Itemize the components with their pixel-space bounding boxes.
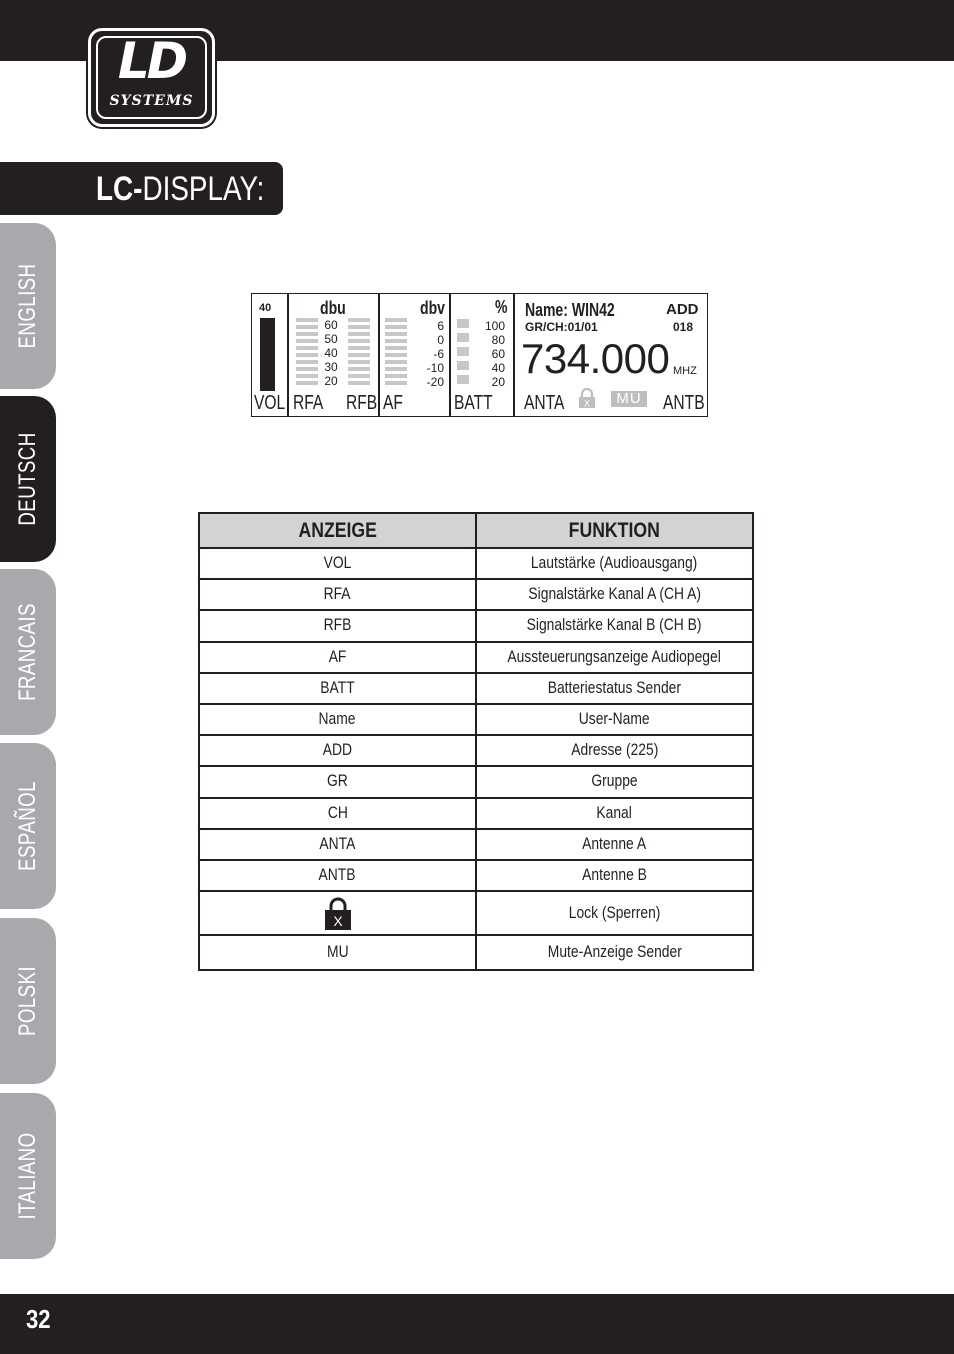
tab-polski-label: POLSKI [14,966,41,1036]
percent-label: % [495,297,508,317]
rfb-meter-segment [348,374,370,378]
table-cell-funktion [476,935,753,970]
rfb-meter-segment [348,325,370,329]
cell-text: RFA [324,585,351,604]
table-cell-anzeige [199,704,476,735]
table-row [199,766,753,797]
rfb-meter-segment [348,367,370,371]
table-row [199,642,753,673]
cell-text: AF [328,647,347,666]
af-label: AF [383,392,403,414]
cell-text: VOL [323,554,352,573]
lcd-divider [378,294,380,416]
batt-meter-segment [457,375,469,384]
table-cell-anzeige [199,829,476,860]
section-banner [0,162,283,215]
af-meter-segment [385,318,407,322]
tab-english-label: ENGLISH [14,263,41,349]
table-row [199,610,753,641]
rfa-meter-segment [296,381,318,385]
dbv-scale-tick: 0 [437,333,444,347]
dbv-scale-tick: 6 [437,319,444,333]
dbu-scale-tick: 30 [324,360,338,374]
cell-text: Gruppe [591,772,638,791]
header-anzeige-text: ANZEIGE [298,518,377,542]
af-meter-segment [385,367,407,371]
tab-espanol[interactable] [0,743,56,909]
lock-icon [323,896,353,930]
table-cell-anzeige [199,642,476,673]
rfb-meter-segment [348,353,370,357]
percent-scale-tick: 100 [484,319,505,333]
rfa-meter-segment [296,360,318,364]
lcd-divider [449,294,451,416]
rfb-meter-segment [348,339,370,343]
af-meter-segment [385,360,407,364]
rfa-meter-segment [296,339,318,343]
table-cell-funktion [476,829,753,860]
vol-meter-bar [260,318,275,391]
rfb-meter-segment [348,360,370,364]
add-label: ADD [666,301,699,318]
cell-text: Antenne B [582,865,647,884]
section-title-bold: LC- [96,170,143,208]
frequency-unit: MHZ [673,365,697,377]
table-row [199,735,753,766]
ld-systems-logo [88,28,215,127]
dbu-scale-tick: 50 [324,332,338,346]
table-cell-funktion [476,642,753,673]
table-cell-anzeige [199,610,476,641]
percent-scale-tick: 60 [491,347,505,361]
tab-deutsch-label: DEUTSCH [14,432,41,526]
batt-label: BATT [454,392,493,414]
rfa-meter-segment [296,318,318,322]
tab-espanol-label: ESPAÑOL [14,781,41,871]
rfa-label: RFA [293,392,324,414]
table-row-mu [199,935,753,970]
dbu-label: dbu [320,298,346,318]
table-row [199,829,753,860]
cell-text: Signalstärke Kanal A (CH A) [528,585,701,604]
tab-polski[interactable] [0,918,56,1084]
lock-icon [577,388,597,408]
dbv-scale-tick: -20 [426,375,444,389]
table-row [199,673,753,704]
batt-meter-segment [457,319,469,328]
header-funktion-text: FUNKTION [568,518,661,542]
table-cell-anzeige [199,798,476,829]
rfb-meter-segment [348,332,370,336]
table-cell-anzeige [199,673,476,704]
table-cell-funktion [476,548,753,579]
cell-text: GR [327,772,348,791]
tab-english[interactable] [0,223,56,389]
cell-text: Signalstärke Kanal B (CH B) [527,616,702,635]
header-funktion [476,513,753,548]
af-meter-segment [385,381,407,385]
rfb-meter-segment [348,381,370,385]
table-cell-funktion [476,610,753,641]
dbv-scale-tick: -10 [426,361,444,375]
percent-scale [481,319,505,389]
cell-text: Lock (Sperren) [568,903,661,922]
vol-level-value: 40 [259,302,272,314]
percent-scale-tick: 80 [491,333,505,347]
table-cell-anzeige [199,548,476,579]
cell-text: MU [326,943,349,962]
tab-deutsch[interactable] [0,396,56,562]
anta-label: ANTA [524,392,565,414]
table-row [199,548,753,579]
section-title [96,170,264,208]
rfa-meter-segment [296,367,318,371]
table-row [199,798,753,829]
percent-scale-tick: 40 [491,361,505,375]
dbu-scale [323,318,339,388]
name-label [525,300,615,321]
table-cell-anzeige [199,766,476,797]
name-label-text: Name: [525,300,568,320]
rfa-meter-segment [296,353,318,357]
cell-text: Name [319,710,356,729]
section-title-rest: DISPLAY: [142,170,265,208]
group-channel: GR/CH:01/01 [525,320,598,334]
display-function-table [198,512,754,971]
dbv-scale-tick: -6 [433,347,444,361]
batt-meter-segment [457,333,469,342]
cell-text: ADD [322,741,353,760]
table-row-lock [199,891,753,935]
lock-icon-letter: X [332,913,343,930]
cell-text: CH [327,803,348,822]
cell-text: User-Name [579,710,650,729]
dbv-label: dbv [420,298,445,318]
percent-scale-tick: 20 [491,375,505,389]
table-cell-funktion [476,579,753,610]
lcd-divider [287,294,289,416]
rfb-label: RFB [346,392,378,414]
vol-label: VOL [254,392,286,414]
batt-meter-segment [457,347,469,356]
rfa-meter-segment [296,346,318,350]
frequency-value: 734.000 [521,335,670,382]
af-meter-segment [385,346,407,350]
table-cell-funktion [476,798,753,829]
tab-italiano-label: ITALIANO [14,1132,41,1220]
af-meter-segment [385,339,407,343]
table-cell-funktion [476,766,753,797]
rfb-meter-segment [348,318,370,322]
table-cell-anzeige [199,935,476,970]
table-row [199,579,753,610]
rfa-meter-segment [296,325,318,329]
cell-text: BATT [320,678,355,697]
cell-text: Kanal [596,803,633,822]
name-value: WIN42 [571,300,615,320]
logo-ld-text: LD [117,32,186,90]
add-value: 018 [673,320,694,334]
af-meter-segment [385,353,407,357]
af-meter-segment [385,374,407,378]
table-row [199,860,753,891]
cell-text: Adresse (225) [570,741,659,760]
table-cell-funktion [476,704,753,735]
table-cell-anzeige [199,860,476,891]
table-cell-anzeige [199,579,476,610]
page-number: 32 [26,1304,51,1334]
dbu-scale-tick: 40 [324,346,338,360]
dbv-scale [418,319,444,389]
lock-icon-letter: X [583,398,591,408]
lcd-divider [513,294,515,416]
dbu-scale-tick: 20 [324,374,338,388]
batt-meter-segment [457,361,469,370]
cell-text: Aussteuerungsanzeige Audiopegel [507,647,722,666]
cell-text: Antenne A [582,834,647,853]
rfa-meter-segment [296,374,318,378]
dbu-scale-tick: 60 [324,318,338,332]
table-cell-funktion [476,891,753,935]
af-meter-segment [385,332,407,336]
rfb-meter-segment [348,346,370,350]
table-row [199,704,753,735]
tab-italiano[interactable] [0,1093,56,1259]
table-cell-funktion [476,735,753,766]
table-cell-anzeige [199,735,476,766]
tab-francais-label: FRANCAIS [14,603,41,701]
table-cell-anzeige [199,891,476,935]
tab-francais[interactable] [0,569,56,735]
table-header-row [199,513,753,548]
cell-text: Batteriestatus Sender [547,678,682,697]
cell-text: Lautstärke (Audioausgang) [531,554,698,573]
rfa-meter-segment [296,332,318,336]
af-meter-segment [385,325,407,329]
cell-text: Mute-Anzeige Sender [547,943,682,962]
header-anzeige [199,513,476,548]
logo-systems-text: SYSTEMS [109,93,194,109]
cell-text: ANTB [319,865,356,884]
table-cell-funktion [476,673,753,704]
cell-text: ANTA [319,834,356,853]
mute-indicator: MU [611,391,647,407]
antb-label: ANTB [663,392,705,414]
cell-text: RFB [323,616,352,635]
table-cell-funktion [476,860,753,891]
footer-bar [0,1294,954,1354]
